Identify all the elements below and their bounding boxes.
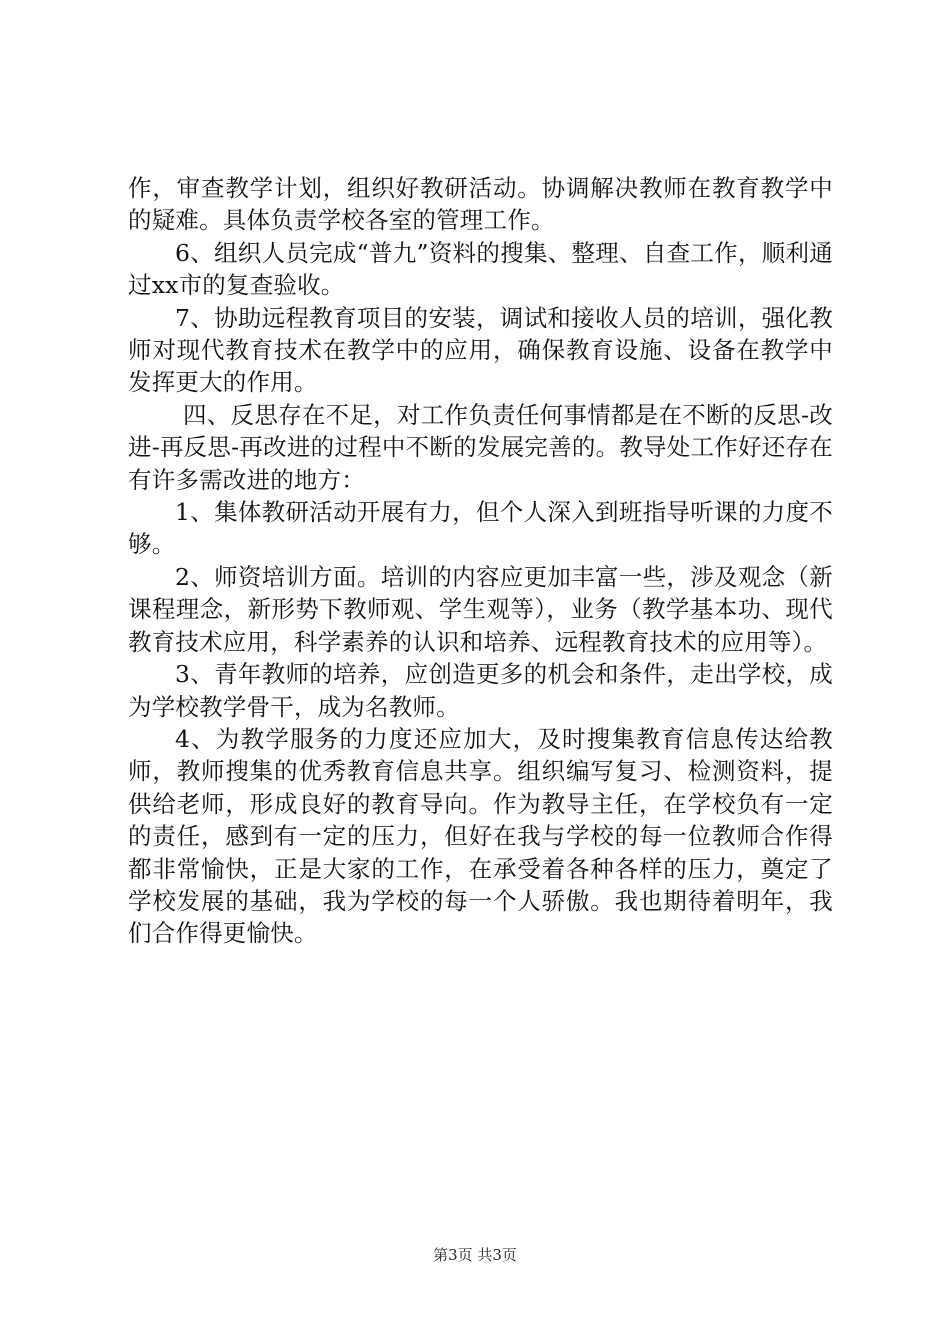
paragraph-item-6: 6、组织人员完成“普九”资料的搜集、整理、自查工作，顺利通过xx市的复查验收。 — [128, 238, 833, 300]
paragraph-shortfall-1: 1、集体教研活动开展有力，但个人深入到班指导听课的力度不够。 — [128, 498, 833, 559]
page-number-footer: 第3页 共3页 — [433, 1246, 517, 1264]
paragraph-shortfall-3: 3、青年教师的培养，应创造更多的机会和条件，走出学校，成为学校教学骨干，成为名教师。 — [128, 660, 833, 721]
paragraph-item-7: 7、协助远程教育项目的安装，调试和接收人员的培训，强化教师对现代教育技术在教学中的应用，确保教育设施、设备在教学中发挥更大的作用。 — [128, 303, 833, 397]
paragraph-section-4: 四、反思存在不足，对工作负责任何事情都是在不断的反思-改进-再反思-再改进的过程中不断的发展完善的。教导处工作好还存在有许多需改进的地方： — [128, 400, 833, 494]
paragraph-shortfall-2: 2、师资培训方面。培训的内容应更加丰富一些，涉及观念（新课程理念，新形势下教师观、学生观等），业务（教学基本功、现代教育技术应用，科学素养的认识和培养、远程教育技术的应用等）。 — [128, 562, 833, 656]
paragraph-continuation: 作，审查教学计划，组织好教研活动。协调解决教师在教育教学中的疑难。具体负责学校各室的管理工作。 — [128, 174, 833, 235]
paragraph-shortfall-4: 4、为教学服务的力度还应加大，及时搜集教育信息传达给教师，教师搜集的优秀教育信息共享。组织编写复习、检测资料，提供给老师，形成良好的教育导向。作为教导主任，在学校负有一定的责任，感到有一定的压力，但好在我与学校的每一位教师合作得都非常愉快，正是大家的工作，在承受着各种各样的压力，奠定了学校发展的基础，我为学校的每一个人骄傲。我也期待着明年，我们合作得更愉快。 — [128, 724, 833, 948]
document-body — [128, 172, 833, 950]
